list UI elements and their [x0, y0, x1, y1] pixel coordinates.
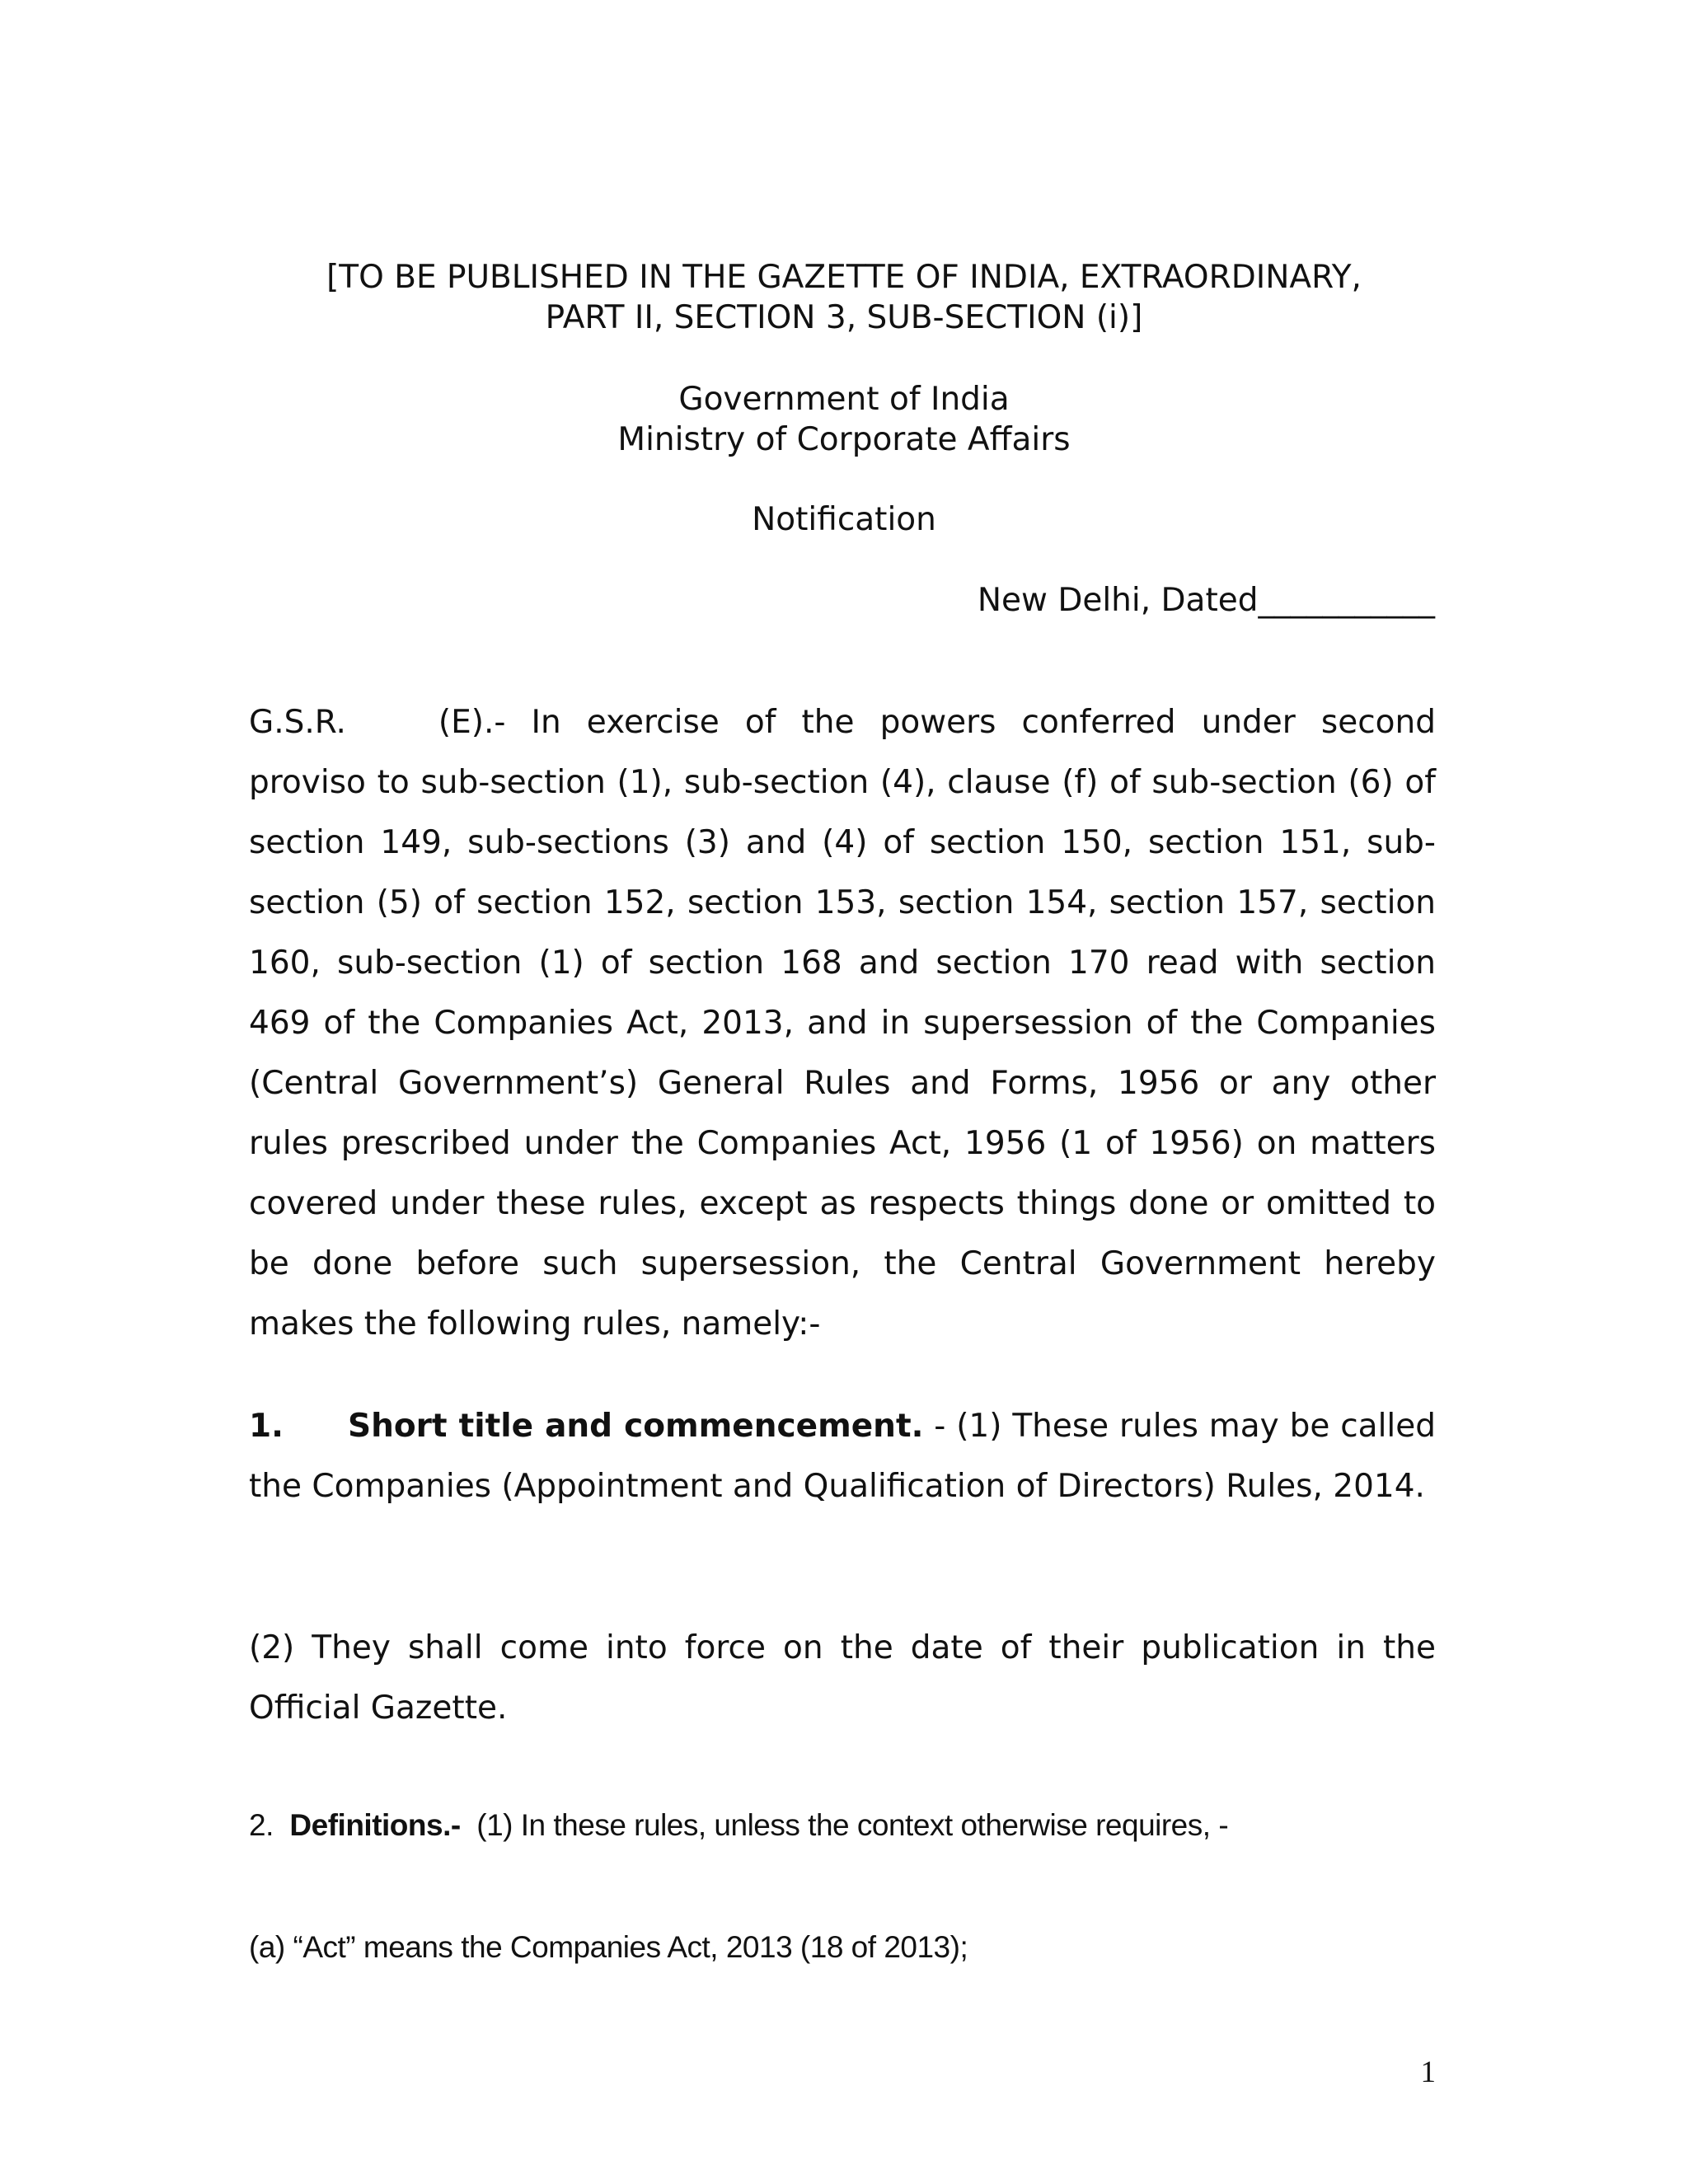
rule-2-number: 2. — [249, 1808, 274, 1842]
rule-1-number: 1. — [249, 1408, 284, 1445]
page-number: 1 — [1420, 2055, 1436, 2089]
rule-2-text: (1) In these rules, unless the context otherwise requires, - — [476, 1808, 1229, 1842]
document-title: Notification — [752, 501, 936, 538]
place-and-date: New Delhi, Dated___________ — [977, 582, 1435, 619]
preamble-text: (E).- In exercise of the powers conferred under second proviso to sub-section (1), sub-section (4), clause (f) of sub-section (6) of section 149, sub-sections (3) and (4) of section 150, section 151, sub-section (5) of section 152, section 153, section 154, section 157, section 160, sub-section (1) of section 168 and section 170 read with section 469 of the Companies Act, 2013, and in supersession of the Companies (Central Government’s) General Rules and Forms, 1956 or any other rules prescribed under the Companies Act, 1956 (1 of 1956) on matters covered under these rules, except as respects things done or omitted to be done before such supersession, the Central Government hereby makes the following rules, namely:- — [249, 704, 1436, 1343]
rule-1-text: - (1) These rules may be called the Companies (Appointment and Qualification of Directors) Rules, 2014. — [249, 1408, 1436, 1505]
rule-2-paragraph — [249, 1805, 1485, 1845]
gazette-header-line-1: [TO BE PUBLISHED IN THE GAZETTE OF INDIA, EXTRAORDINARY, — [326, 259, 1362, 296]
issuer-block — [0, 379, 1688, 460]
gsr-label: G.S.R. — [249, 704, 346, 741]
ministry-name: Ministry of Corporate Affairs — [617, 421, 1071, 458]
rule-1-heading: Short title and commencement. — [348, 1408, 924, 1445]
gazette-header — [0, 257, 1688, 338]
gazette-header-line-2: PART II, SECTION 3, SUB-SECTION (i)] — [545, 299, 1143, 336]
rule-1-subrule-2: (2) They shall come into force on the date of their publication in the Official Gazette. — [249, 1629, 1436, 1727]
rule-1-paragraph — [249, 1396, 1436, 1516]
preamble-paragraph — [249, 692, 1436, 1354]
government-name: Government of India — [678, 381, 1010, 418]
rule-2-heading: Definitions.- — [289, 1808, 461, 1842]
rule-2-clause-a: (a) “Act” means the Companies Act, 2013 (18 of 2013); — [249, 1930, 968, 1964]
